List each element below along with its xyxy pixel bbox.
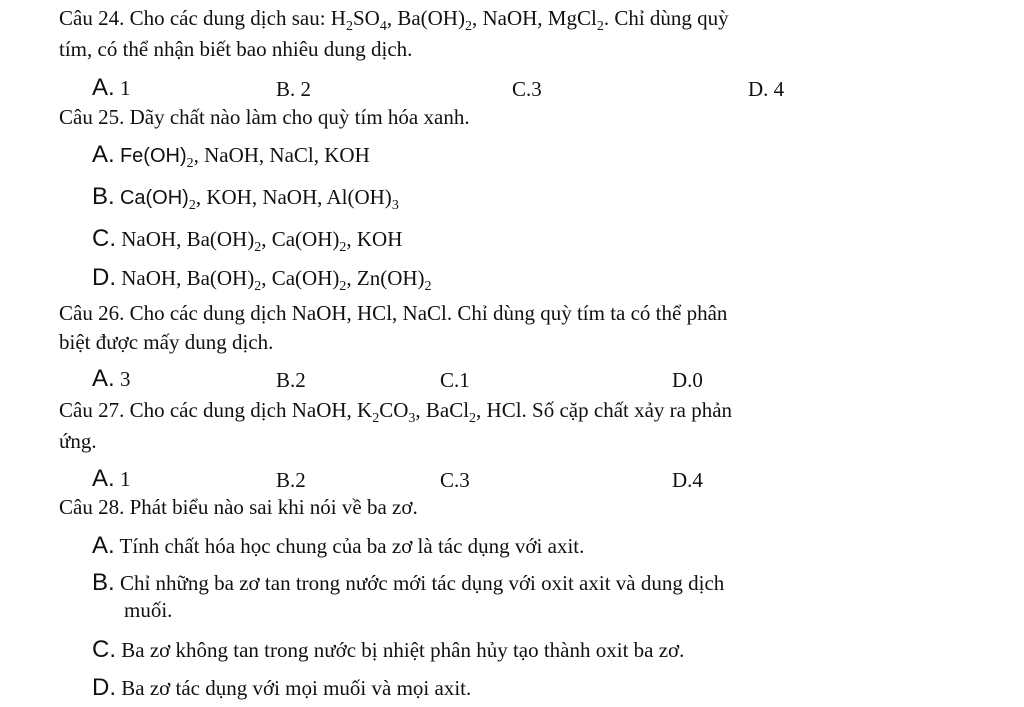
q25-option-b: B. $Ca(OH)_2$, KOH, NaOH, $Al(OH)_3$ bbox=[92, 183, 399, 213]
q26-option-a: A. 3 bbox=[92, 365, 131, 392]
q27-option-d: D.4 bbox=[672, 468, 703, 492]
q28-option-b: B. Chỉ những ba zơ tan trong nước mới tác dụng với oxit axit và dung dịch bbox=[92, 569, 725, 596]
q25-stem: Câu 25. Dãy chất nào làm cho quỳ tím hóa xanh. bbox=[59, 105, 470, 129]
q25-option-a: A. $Fe(OH)_2$, NaOH, NaCl, KOH bbox=[92, 141, 370, 171]
q26-option-d: D.0 bbox=[672, 368, 703, 392]
q27-stem-line2: ứng. bbox=[59, 429, 97, 453]
q24-option-b: B. 2 bbox=[276, 77, 312, 101]
q26-option-c: C.1 bbox=[440, 368, 470, 392]
q25-option-c: C. NaOH, $Ba(OH)_2$, $Ca(OH)_2$, KOH bbox=[92, 225, 403, 255]
q26-option-b: B.2 bbox=[276, 368, 306, 392]
q28-option-d: D. Ba zơ tác dụng với mọi muối và mọi axit. bbox=[92, 674, 472, 701]
q28-option-a: A. Tính chất hóa học chung của ba zơ là tác dụng với axit. bbox=[92, 532, 585, 559]
q24-stem-line1: Câu 24. Cho các dung dịch sau: $H_2SO_4$, $Ba(OH)_2$, NaOH, MgCl$_2$. Chỉ dùng quỳ bbox=[59, 6, 729, 34]
q24-stem-line2: tím, có thể nhận biết bao nhiêu dung dịch. bbox=[59, 37, 413, 61]
q27-option-a: A. 1 bbox=[92, 465, 131, 492]
q27-option-b: B.2 bbox=[276, 468, 306, 492]
q28-option-c: C. Ba zơ không tan trong nước bị nhiệt phân hủy tạo thành oxit ba zơ. bbox=[92, 636, 685, 663]
q28-stem: Câu 28. Phát biểu nào sai khi nói về ba zơ. bbox=[59, 495, 418, 519]
q26-stem-line1: Câu 26. Cho các dung dịch NaOH, HCl, NaCl. Chỉ dùng quỳ tím ta có thể phân bbox=[59, 301, 728, 325]
q28-option-b-continuation: muối. bbox=[124, 598, 173, 622]
q24-option-a: A. 1 bbox=[92, 74, 131, 101]
q25-option-d: D. NaOH, $Ba(OH)_2$, $Ca(OH)_2$, $Zn(OH)_2$ bbox=[92, 264, 432, 294]
q24-option-c: C.3 bbox=[512, 77, 542, 101]
q24-option-d: D. 4 bbox=[748, 77, 785, 101]
q27-option-c: C.3 bbox=[440, 468, 470, 492]
q26-stem-line2: biệt được mấy dung dịch. bbox=[59, 330, 274, 354]
q27-stem-line1: Câu 27. Cho các dung dịch NaOH, $K_2CO_3$, BaCl$_2$, HCl. Số cặp chất xảy ra phản bbox=[59, 398, 733, 426]
